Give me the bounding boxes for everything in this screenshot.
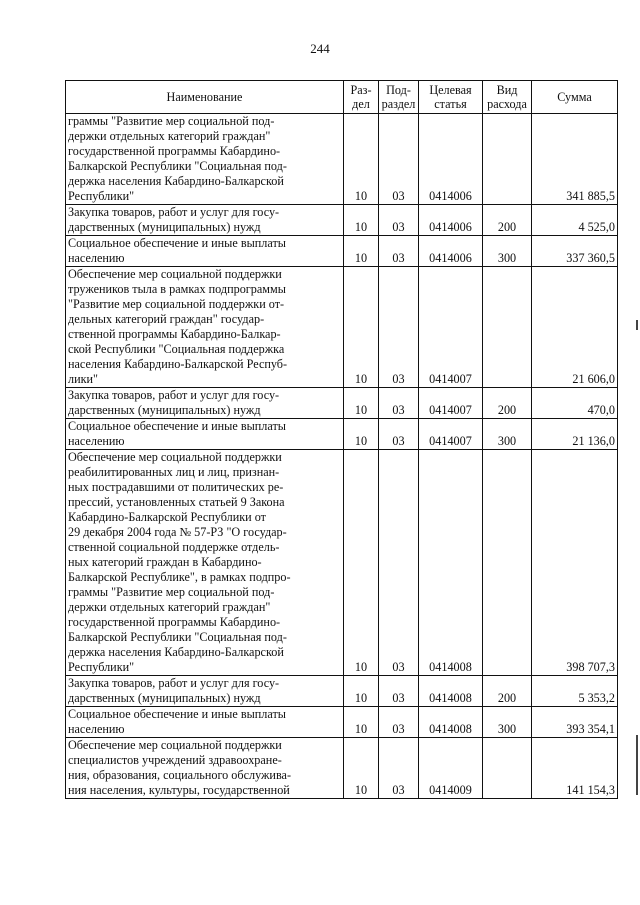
cell-target: 0414006: [419, 205, 483, 236]
table-row: [66, 419, 618, 450]
cell-target: 0414006: [419, 236, 483, 267]
cell-expense-type: 200: [483, 205, 532, 236]
cell-name: Обеспечение мер социальной поддержки реабилитированных лиц и лиц, признан- ных пострадавшими от политических ре- прессий, установленных статьей 9 Закона Кабардино-Балкарской Республики от 29 декабря 2004 года № 57-РЗ "О государ- ственной социальной поддержке отдель- ных категорий граждан в Кабардино- Балкарской Республике", в рамках подпро- граммы "Развитие мер социальной под- держки отдельных категорий граждан" государственной программы Кабардино- Балкарской Республики "Социальная под- держка населения Кабардино-Балкарской Республики": [66, 450, 344, 676]
cell-subsection: 03: [379, 205, 419, 236]
cell-name: Обеспечение мер социальной поддержки тружеников тыла в рамках подпрограммы "Развитие мер социальной поддержки от- дельных категорий граждан" государ- ственной программы Кабардино-Балкар- ской Республики "Социальная поддержка населения Кабардино-Балкарской Респуб- лики": [66, 267, 344, 388]
cell-section: 10: [344, 388, 379, 419]
cell-amount: 337 360,5: [532, 236, 618, 267]
cell-expense-type: [483, 267, 532, 388]
cell-expense-type: 300: [483, 707, 532, 738]
table-row: [66, 267, 618, 388]
cell-section: 10: [344, 450, 379, 676]
cell-target: 0414007: [419, 419, 483, 450]
cell-subsection: 03: [379, 707, 419, 738]
cell-amount: 393 354,1: [532, 707, 618, 738]
cell-name: Обеспечение мер социальной поддержки специалистов учреждений здравоохране- ния, образования, социального обслужива- ния населения, культуры, государственной: [66, 738, 344, 799]
cell-amount: 398 707,3: [532, 450, 618, 676]
cell-section: 10: [344, 419, 379, 450]
header-expense-type: Вид расхода: [483, 81, 532, 114]
cell-amount: 341 885,5: [532, 114, 618, 205]
table-row: [66, 114, 618, 205]
cell-target: 0414008: [419, 707, 483, 738]
cell-target: 0414007: [419, 388, 483, 419]
cell-expense-type: 200: [483, 388, 532, 419]
cell-subsection: 03: [379, 267, 419, 388]
cell-name: Социальное обеспечение и иные выплаты населению: [66, 707, 344, 738]
cell-expense-type: 300: [483, 236, 532, 267]
table-row: [66, 450, 618, 676]
cell-amount: 21 606,0: [532, 267, 618, 388]
cell-section: 10: [344, 738, 379, 799]
cell-name: Социальное обеспечение и иные выплаты населению: [66, 419, 344, 450]
table-row: [66, 707, 618, 738]
scan-edge-mark: [636, 735, 638, 795]
cell-section: 10: [344, 267, 379, 388]
table-row: [66, 388, 618, 419]
cell-target: 0414009: [419, 738, 483, 799]
cell-name: Закупка товаров, работ и услуг для госу- дарственных (муниципальных) нужд: [66, 205, 344, 236]
cell-subsection: 03: [379, 450, 419, 676]
cell-expense-type: 200: [483, 676, 532, 707]
cell-subsection: 03: [379, 419, 419, 450]
cell-expense-type: 300: [483, 419, 532, 450]
cell-expense-type: [483, 738, 532, 799]
cell-amount: 4 525,0: [532, 205, 618, 236]
table-row: [66, 205, 618, 236]
cell-section: 10: [344, 676, 379, 707]
header-subsection: Под- раздел: [379, 81, 419, 114]
cell-expense-type: [483, 114, 532, 205]
cell-name: Закупка товаров, работ и услуг для госу- дарственных (муниципальных) нужд: [66, 676, 344, 707]
scan-edge-mark: [636, 320, 638, 330]
cell-subsection: 03: [379, 738, 419, 799]
cell-amount: 470,0: [532, 388, 618, 419]
page-number: 244: [310, 41, 330, 56]
budget-table: [65, 80, 618, 799]
cell-section: 10: [344, 205, 379, 236]
cell-amount: 141 154,3: [532, 738, 618, 799]
cell-subsection: 03: [379, 114, 419, 205]
header-amount: Сумма: [532, 81, 618, 114]
cell-name: граммы "Развитие мер социальной под- держки отдельных категорий граждан" государственной программы Кабардино- Балкарской Республики "Социальная под- держка населения Кабардино-Балкарской Республики": [66, 114, 344, 205]
cell-target: 0414006: [419, 114, 483, 205]
cell-name: Социальное обеспечение и иные выплаты населению: [66, 236, 344, 267]
table-row: [66, 676, 618, 707]
header-target: Целевая статья: [419, 81, 483, 114]
cell-subsection: 03: [379, 676, 419, 707]
cell-expense-type: [483, 450, 532, 676]
cell-name: Закупка товаров, работ и услуг для госу- дарственных (муниципальных) нужд: [66, 388, 344, 419]
table-row: [66, 738, 618, 799]
cell-target: 0414007: [419, 267, 483, 388]
table-header-row: [66, 81, 618, 114]
cell-section: 10: [344, 707, 379, 738]
cell-amount: 5 353,2: [532, 676, 618, 707]
cell-section: 10: [344, 236, 379, 267]
cell-subsection: 03: [379, 388, 419, 419]
cell-target: 0414008: [419, 450, 483, 676]
cell-target: 0414008: [419, 676, 483, 707]
table-row: [66, 236, 618, 267]
cell-amount: 21 136,0: [532, 419, 618, 450]
cell-section: 10: [344, 114, 379, 205]
cell-subsection: 03: [379, 236, 419, 267]
header-section: Раз- дел: [344, 81, 379, 114]
header-name: Наименование: [66, 81, 344, 114]
